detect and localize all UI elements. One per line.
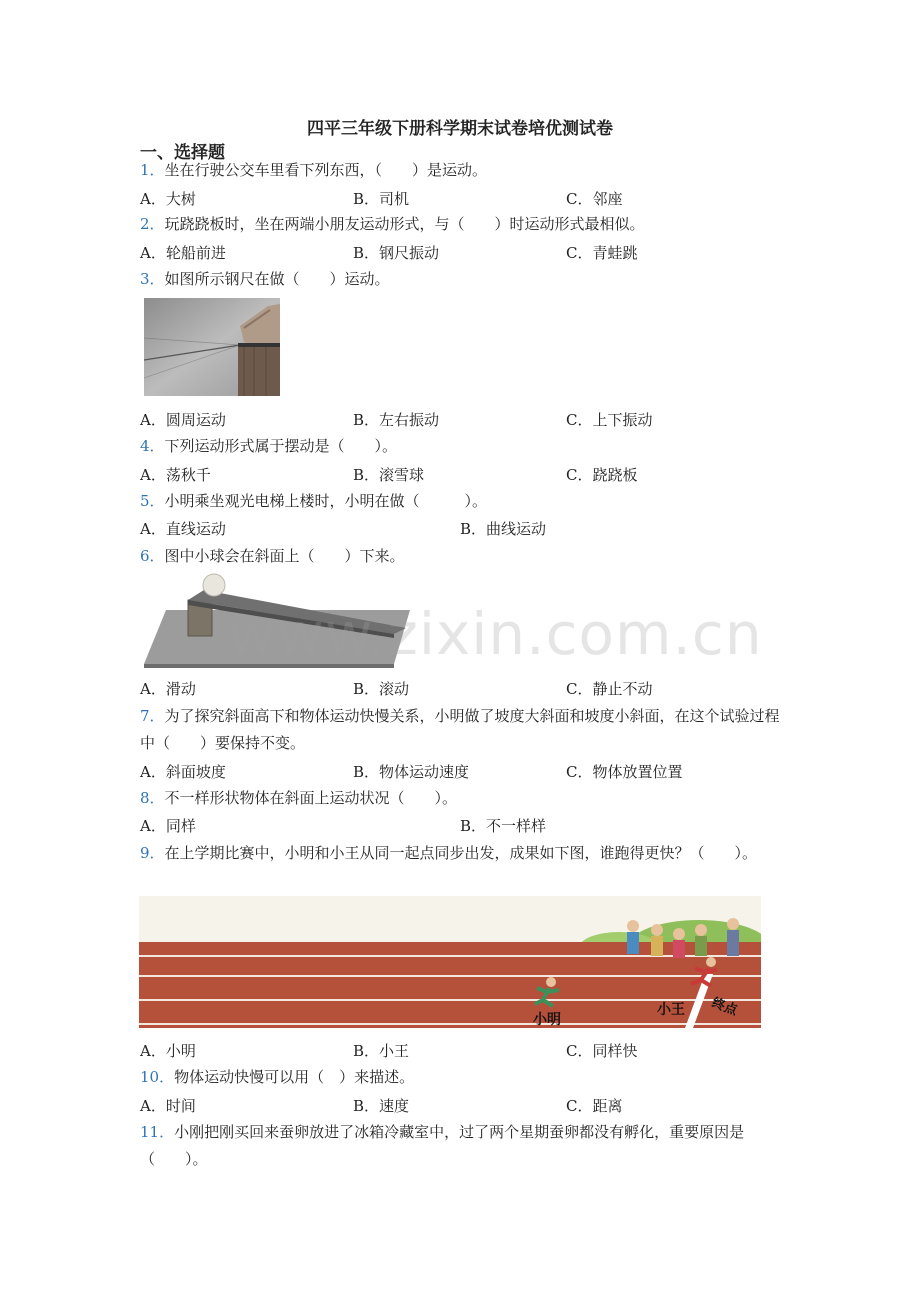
question-3 <box>140 269 390 289</box>
label-xiaoming: 小明 <box>533 1012 561 1028</box>
option-a[interactable]: A．时间 <box>140 1097 196 1115</box>
option-c[interactable]: C．跷跷板 <box>566 466 638 484</box>
question-text: 在上学期比赛中，小明和小王从同一起点同步出发，成果如下图，谁跑得更快？（ ）。 <box>164 844 758 862</box>
question-number: 1． <box>140 161 165 179</box>
option-c[interactable]: C．上下振动 <box>566 411 653 429</box>
question-text: 玩跷跷板时，坐在两端小朋友运动形式，与（ ）时运动形式最相似。 <box>164 215 645 233</box>
option-c[interactable]: C．邻座 <box>566 190 623 208</box>
options-3 <box>140 409 790 429</box>
options-4 <box>140 464 790 484</box>
option-a[interactable]: A．小明 <box>140 1042 196 1060</box>
options-2 <box>140 242 790 262</box>
option-c[interactable]: C．距离 <box>566 1097 623 1115</box>
options-7 <box>140 761 790 781</box>
question-number: 3． <box>140 270 165 288</box>
question-text: 如图所示钢尺在做（ ）运动。 <box>164 270 390 288</box>
question-text: 下列运动形式属于摆动是（ ）。 <box>164 437 398 455</box>
question-10 <box>140 1067 414 1087</box>
option-a[interactable]: A．轮船前进 <box>140 244 226 262</box>
option-c[interactable]: C．物体放置位置 <box>566 763 683 781</box>
question-number: 11． <box>140 1123 175 1141</box>
question-4 <box>140 436 397 456</box>
question-9 <box>140 840 784 867</box>
watermark-text: www.zixin.com.cn <box>228 600 763 668</box>
option-a[interactable]: A．斜面坡度 <box>140 763 226 781</box>
label-xiaowang: 小王 <box>657 1002 685 1018</box>
option-b[interactable]: B．左右振动 <box>353 411 440 429</box>
question-text: 小刚把刚买回来蚕卵放进了冰箱冷藏室中，过了两个星期蚕卵都没有孵化，重要原因是（ ）。 <box>140 1123 745 1168</box>
option-b[interactable]: B．速度 <box>353 1097 410 1115</box>
option-b[interactable]: B．钢尺振动 <box>353 244 440 262</box>
question-number: 5． <box>140 492 165 510</box>
option-a[interactable]: A．同样 <box>140 817 196 835</box>
question-number: 6． <box>140 547 165 565</box>
question-text: 不一样形状物体在斜面上运动状况（ ）。 <box>164 789 458 807</box>
question-text: 为了探究斜面高下和物体运动快慢关系，小明做了坡度大斜面和坡度小斜面，在这个试验过程中（ ）要保持不变。 <box>140 707 780 752</box>
options-10 <box>140 1095 790 1115</box>
option-b[interactable]: B．滚动 <box>353 680 410 698</box>
question-1 <box>140 160 487 180</box>
option-b[interactable]: B．小王 <box>353 1042 410 1060</box>
question-text: 小明乘坐观光电梯上楼时，小明在做（ ）。 <box>164 492 488 510</box>
question-number: 9． <box>140 844 165 862</box>
question-number: 10． <box>140 1068 175 1086</box>
option-a[interactable]: A．荡秋千 <box>140 466 211 484</box>
label-finish: 终点 <box>709 995 740 1019</box>
question-7 <box>140 703 784 757</box>
question-11 <box>140 1119 784 1173</box>
question-text: 坐在行驶公交车里看下列东西，（ ）是运动。 <box>164 161 488 179</box>
question-2 <box>140 214 645 234</box>
options-8 <box>140 815 790 835</box>
page-title: 四平三年级下册科学期末试卷培优测试卷 <box>307 119 613 139</box>
option-c[interactable]: C．同样快 <box>566 1042 638 1060</box>
option-c[interactable]: C．青蛙跳 <box>566 244 638 262</box>
question-number: 7． <box>140 707 165 725</box>
option-a[interactable]: A．滑动 <box>140 680 196 698</box>
options-1 <box>140 188 790 208</box>
option-a[interactable]: A．圆周运动 <box>140 411 226 429</box>
question-number: 4． <box>140 437 165 455</box>
question-text: 图中小球会在斜面上（ ）下来。 <box>164 547 405 565</box>
question-8 <box>140 788 457 808</box>
question-text: 物体运动快慢可以用（ ）来描述。 <box>174 1068 415 1086</box>
options-6 <box>140 678 790 698</box>
section-heading: 一、选择题 <box>140 143 225 163</box>
options-9 <box>140 1040 790 1060</box>
option-b[interactable]: B．曲线运动 <box>460 520 547 538</box>
options-5 <box>140 518 790 538</box>
option-b[interactable]: B．滚雪球 <box>353 466 425 484</box>
option-b[interactable]: B．司机 <box>353 190 410 208</box>
question-5 <box>140 491 487 511</box>
option-a[interactable]: A．直线运动 <box>140 520 226 538</box>
race-track-image <box>139 896 761 1028</box>
question-number: 8． <box>140 789 165 807</box>
option-a[interactable]: A．大树 <box>140 190 196 208</box>
question-number: 2． <box>140 215 165 233</box>
option-b[interactable]: B．不一样样 <box>460 817 547 835</box>
ruler-vibration-image <box>144 298 280 396</box>
option-c[interactable]: C．静止不动 <box>566 680 653 698</box>
question-6 <box>140 546 405 566</box>
option-b[interactable]: B．物体运动速度 <box>353 763 470 781</box>
